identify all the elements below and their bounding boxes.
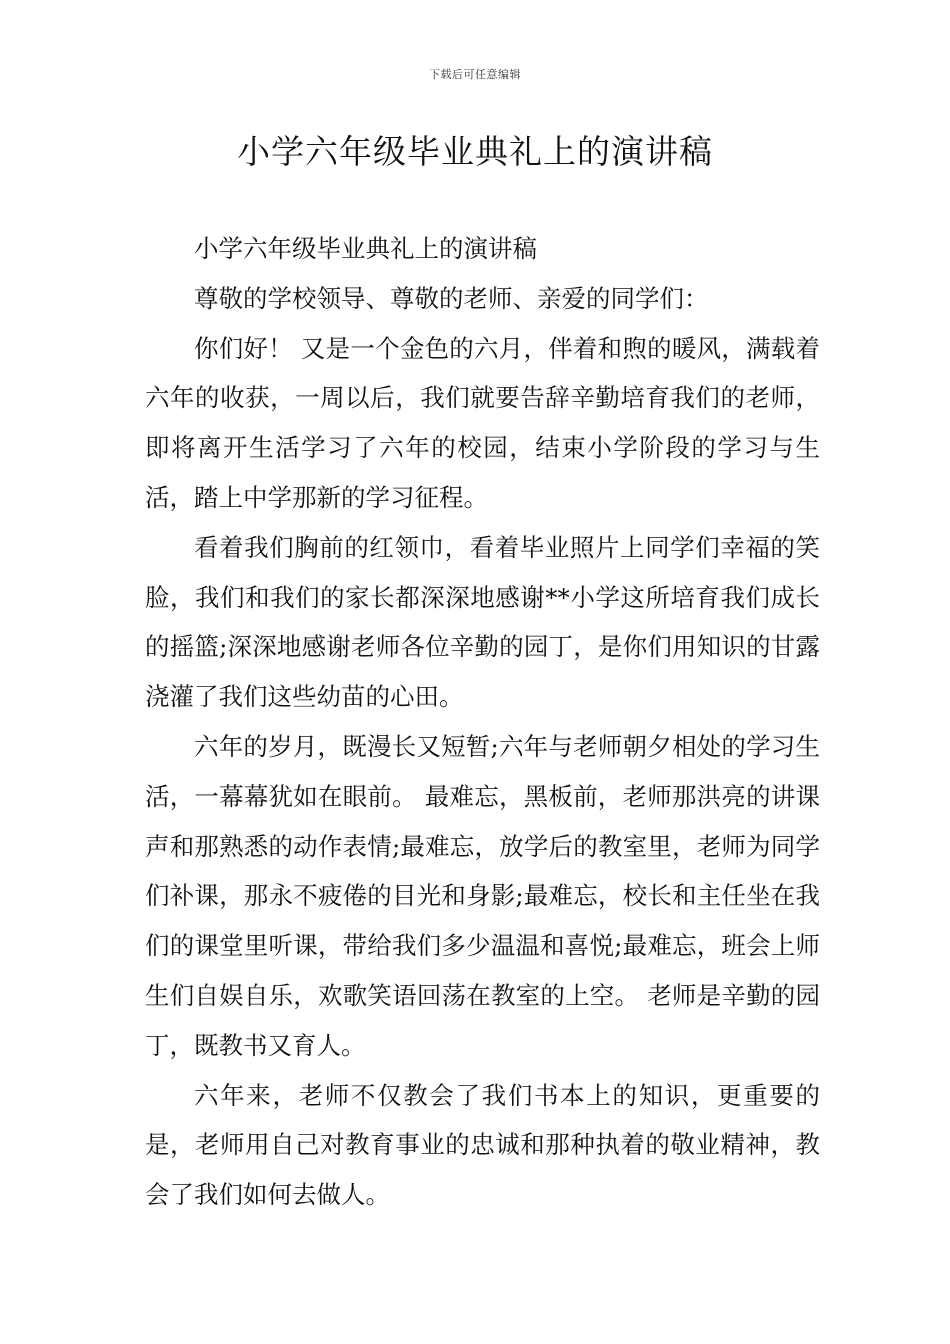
paragraph: 尊敬的学校领导、尊敬的老师、亲爱的同学们： xyxy=(194,283,709,313)
paragraph: 六年的岁月，既漫长又短暂;六年与老师朝夕相处的学习生活，一幕幕犹如在眼前。 最难忘，黑板前，老师那洪亮的讲课声和那熟悉的动作表情;最难忘，放学后的教室里，老师为同学们补课，那永不疲倦的目光和身影;最难忘，校长和主任坐在我们的课堂里听课，带给我们多少温温和喜悦;最难忘，班会上师生们自娱自乐，欢歌笑语回荡在教室的上空。 老师是辛勤的园丁，既教书又育人。 xyxy=(145,731,820,1060)
paragraph: 小学六年级毕业典礼上的演讲稿 xyxy=(194,234,537,263)
document-body xyxy=(145,224,820,1220)
header-note: 下载后可任意编辑 xyxy=(429,68,521,81)
document-title: 小学六年级毕业典礼上的演讲稿 xyxy=(237,132,713,171)
paragraph: 六年来，老师不仅教会了我们书本上的知识，更重要的是，老师用自己对教育事业的忠诚和那种执着的敬业精神，教会了我们如何去做人。 xyxy=(145,1080,820,1210)
paragraph: 你们好！ 又是一个金色的六月，伴着和煦的暖风，满载着六年的收获，一周以后，我们就要告辞辛勤培育我们的老师，即将离开生活学习了六年的校园，结束小学阶段的学习与生活，踏上中学那新的学习征程。 xyxy=(145,333,820,512)
paragraph: 看着我们胸前的红领巾，看着毕业照片上同学们幸福的笑脸，我们和我们的家长都深深地感谢**小学这所培育我们成长的摇篮;深深地感谢老师各位辛勤的园丁，是你们用知识的甘露浇灌了我们这些幼苗的心田。 xyxy=(145,532,820,712)
